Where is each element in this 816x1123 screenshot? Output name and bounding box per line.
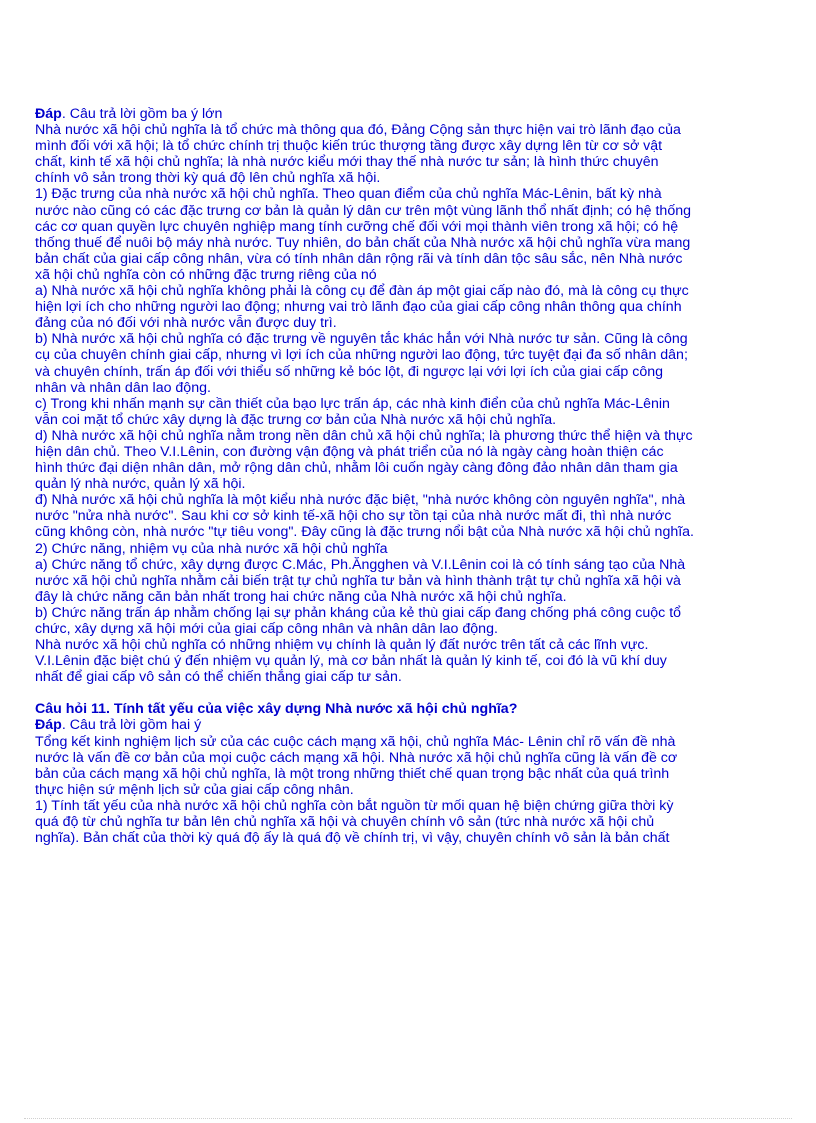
text-line: mình đối với xã hội; là tổ chức chính trị thuộc kiến trúc thượng tầng được xây dựng lên từ cơ sở vật <box>35 138 663 155</box>
text-line: chức, xây dựng xã hội mới của giai cấp công nhân và nhân dân lao động. <box>35 621 498 637</box>
text-line: Nhà nước xã hội chủ nghĩa có những nhiệm vụ chính là quản lý đất nước trên tất cả các lĩnh vực. <box>35 637 649 654</box>
text-line: quản lý nhà nước, quản lý xã hội. <box>35 476 246 493</box>
answer-label: Đáp <box>35 106 62 122</box>
text-line: các cơ quan quyền lực chuyên nghiệp mang tính cưỡng chế đối với mọi thành viên trong xã hội; có hệ <box>35 218 679 235</box>
text-line: 2) Chức năng, nhiệm vụ của nhà nước xã hội chủ nghĩa <box>35 540 388 557</box>
text-line: thực hiện sứ mệnh lịch sử của giai cấp công nhân. <box>35 781 354 798</box>
answer-intro: . Câu trả lời gồm ba ý lớn <box>61 106 223 122</box>
text-line: thống thuế để nuôi bộ máy nhà nước. Tuy nhiên, do bản chất của Nhà nước xã hội chủ nghĩa vừa mang <box>35 234 691 251</box>
text-line: nhất để giai cấp vô sản có thể chiến thắng giai cấp tư sản. <box>35 669 402 686</box>
text-line: cũng không còn, nhà nước "tự tiêu vong". Đây cũng là đặc trưng nổi bật của Nhà nước xã hội chủ nghĩa. <box>35 524 694 541</box>
document-page <box>35 106 780 846</box>
text-line: hiện lợi ích cho những người lao động; nhưng vai trò lãnh đạo của giai cấp công nhân thông qua chính <box>35 299 682 316</box>
text-line: c) Trong khi nhấn mạnh sự cần thiết của bạo lực trấn áp, các nhà kinh điển của chủ nghĩa Mác-Lênin <box>35 395 670 412</box>
page-bottom-rule <box>24 1118 792 1119</box>
text-line: chính vô sản trong thời kỳ quá độ lên chủ nghĩa xã hội. <box>35 170 381 187</box>
text-line: b) Nhà nước xã hội chủ nghĩa có đặc trưng về nguyên tắc khác hẳn với Nhà nước tư sản. Cũng là công <box>35 331 688 348</box>
text-line: đ) Nhà nước xã hội chủ nghĩa là một kiểu nhà nước đặc biệt, "nhà nước không còn nguyên nghĩa", nhà <box>35 492 686 509</box>
answer-label: Đáp <box>35 717 62 734</box>
answer-intro: . Câu trả lời gồm hai ý <box>61 717 202 734</box>
text-line: nước "nửa nhà nước". Sau khi cơ sở kinh tế-xã hội cho sự tồn tại của nhà nước mất đi, thì nhà nước <box>35 508 672 525</box>
text-line: quá độ từ chủ nghĩa tư bản lên chủ nghĩa xã hội và chuyên chính vô sản (tức nhà nước xã hội chủ <box>35 814 655 831</box>
text-line: nước nào cũng có các đặc trưng cơ bản là quản lý dân cư trên một vùng lãnh thổ nhất định; có hệ thống <box>35 202 691 219</box>
text-line: b) Chức năng trấn áp nhằm chống lại sự phản kháng của kẻ thù giai cấp đang chống phá công cuộc tổ <box>35 604 682 621</box>
section-2-body <box>35 734 780 847</box>
text-line: bản của cách mạng xã hội chủ nghĩa, là một trong những thiết chế quan trọng bậc nhất của quá trình <box>35 765 670 782</box>
text-line: nước là vấn đề cơ bản của mọi cuộc cách mạng xã hội. Nhà nước xã hội chủ nghĩa cũng là vấn đề cơ <box>35 749 678 766</box>
text-line: a) Chức năng tổ chức, xây dựng được C.Mác, Ph.Ăngghen và V.I.Lênin coi là có tính sáng tạo của Nhà <box>35 556 686 573</box>
text-line: hình thức đại diện nhân dân, mở rộng dân chủ, nhằm lôi cuốn ngày càng đông đảo nhân dân tham gia <box>35 460 678 477</box>
question-heading: Câu hỏi 11. Tính tất yếu của việc xây dựng Nhà nước xã hội chủ nghĩa? <box>35 701 518 718</box>
text-line: cụ của chuyên chính giai cấp, nhưng vì lợi ích của những người lao động, tức tuyệt đại đa số nhân dân; <box>35 347 688 364</box>
text-line: đảng của nó đối với nhà nước vẫn được duy trì. <box>35 315 337 332</box>
text-line: chất, kinh tế xã hội chủ nghĩa; là nhà nước kiểu mới thay thế nhà nước tư sản; là hình thức chuyên <box>35 154 659 171</box>
answer-heading-2 <box>35 717 780 733</box>
text-line: và chuyên chính, trấn áp đối với thiểu số những kẻ bóc lột, đi ngược lại với lợi ích của giai cấp công <box>35 363 663 380</box>
text-line: 1) Đặc trưng của nhà nước xã hội chủ nghĩa. Theo quan điểm của chủ nghĩa Mác-Lênin, bất kỳ nhà <box>35 186 662 203</box>
text-line: nghĩa). Bản chất của thời kỳ quá độ ấy là quá độ về chính trị, vì vậy, chuyên chính vô sản là bản chất <box>35 830 670 847</box>
answer-heading-1 <box>35 106 780 122</box>
text-line: nhân và nhân dân lao động. <box>35 379 211 396</box>
text-line: a) Nhà nước xã hội chủ nghĩa không phải là công cụ để đàn áp một giai cấp nào đó, mà là công cụ thực <box>35 283 689 300</box>
text-line: V.I.Lênin đặc biệt chú ý đến nhiệm vụ quản lý, mà cơ bản nhất là quản lý kinh tế, coi đó là vũ khí duy <box>35 653 667 670</box>
section-1-body <box>35 122 780 685</box>
text-line: xã hội chủ nghĩa còn có những đặc trưng riêng của nó <box>35 266 377 283</box>
text-line: đây là chức năng căn bản nhất trong hai chức năng của Nhà nước xã hội chủ nghĩa. <box>35 588 567 605</box>
text-line: 1) Tính tất yếu của nhà nước xã hội chủ nghĩa còn bắt nguồn từ mối quan hệ biện chứng giữa thời kỳ <box>35 797 674 814</box>
text-line: Tổng kết kinh nghiệm lịch sử của các cuộc cách mạng xã hội, chủ nghĩa Mác- Lênin chỉ rõ vấn đề nhà <box>35 733 676 750</box>
text-line: d) Nhà nước xã hội chủ nghĩa nằm trong nền dân chủ xã hội chủ nghĩa; là phương thức thể hiện và thực <box>35 427 693 444</box>
section-gap <box>35 685 780 701</box>
text-line: hiện dân chủ. Theo V.I.Lênin, con đường vận động và phát triển của nó là ngày càng hoàn thiện các <box>35 443 664 460</box>
text-line: bản chất của giai cấp công nhân, vừa có tính nhân dân rộng rãi và tính dân tộc sâu sắc, nên Nhà nước <box>35 250 683 267</box>
text-line: nước xã hội chủ nghĩa nhằm cải biến trật tự chủ nghĩa tư bản và hình thành trật tự chủ nghĩa xã hội và <box>35 572 681 589</box>
text-line: Nhà nước xã hội chủ nghĩa là tổ chức mà thông qua đó, Đảng Cộng sản thực hiện vai trò lãnh đạo của <box>35 122 681 139</box>
text-line: vẫn coi mặt tổ chức xây dựng là đặc trưng cơ bản của Nhà nước xã hội chủ nghĩa. <box>35 411 557 428</box>
